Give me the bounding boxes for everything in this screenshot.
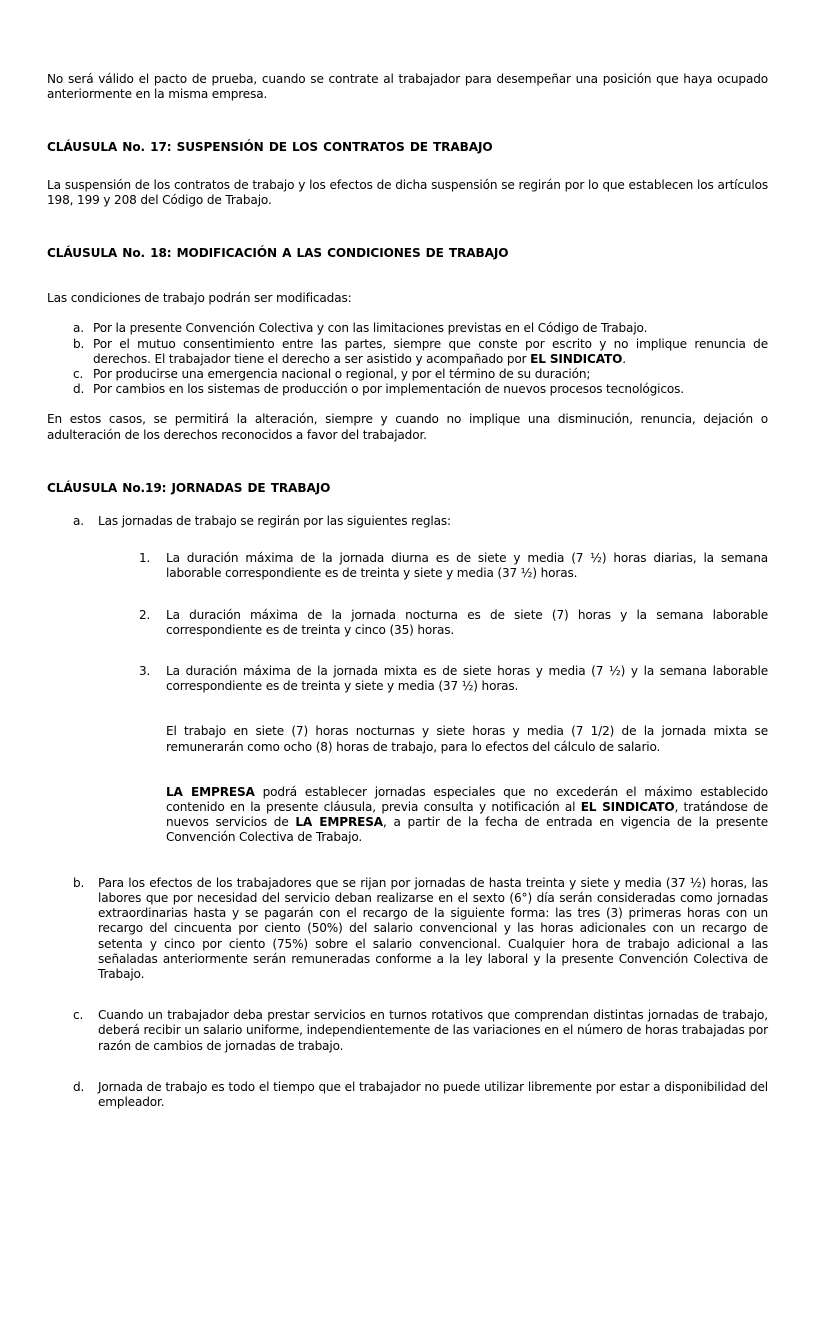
list-item	[47, 367, 768, 382]
clause-18-list	[47, 321, 768, 397]
list-marker: c.	[73, 367, 84, 382]
clause-19-heading: CLÁUSULA No.19: JORNADAS DE TRABAJO	[47, 480, 331, 495]
clause-17-body: La suspensión de los contratos de trabajo y los efectos de dicha suspensión se regirán por lo que establecen los artículos 198, 199 y 208 del Código de Trabajo.	[47, 177, 768, 207]
list-item	[47, 337, 768, 367]
list-item-text: Cuando un trabajador deba prestar servicios en turnos rotativos que comprendan distintas jornadas de trabajo, deberá recibir un salario uniforme, independientemente de las variaciones en el número de horas trabajadas por razón de cambios de jornadas de trabajo.	[98, 1008, 768, 1053]
spacer	[98, 694, 768, 724]
list-marker: a.	[73, 321, 84, 336]
list-item	[47, 514, 768, 846]
bold-term-el-sindicato: EL SINDICATO	[580, 800, 675, 815]
list-item	[47, 1080, 768, 1110]
clause-18-lead-in: Las condiciones de trabajo podrán ser modificadas:	[47, 291, 352, 306]
spacer	[98, 755, 768, 785]
sublist-item-text: La duración máxima de la jornada diurna es de siete y media (7 ½) horas diarias, la semana laborable correspondiente es de treinta y siete y media (37 ½) horas.	[166, 551, 768, 581]
bold-term-la-empresa: LA EMPRESA	[166, 784, 255, 799]
spacer	[47, 261, 768, 291]
clause-17-heading: CLÁUSULA No. 17: SUSPENSIÓN DE LOS CONTRATOS DE TRABAJO	[47, 140, 493, 155]
list-item-text: Por cambios en los sistemas de producción o por implementación de nuevos procesos tecnológicos.	[93, 382, 684, 397]
list-item	[47, 1008, 768, 1054]
list-item-text: Jornada de trabajo es todo el tiempo que el trabajador no puede utilizar libremente por estar a disponibilidad del empleador.	[98, 1079, 768, 1109]
sublist-marker: 2.	[139, 607, 151, 622]
list-item	[47, 321, 768, 336]
empresa-segment-2: , tratándose de nuevos servicios de	[166, 800, 768, 830]
list-item-text-after: .	[622, 351, 626, 366]
clause-18-heading: CLÁUSULA No. 18: MODIFICACIÓN A LAS CONDICIONES DE TRABAJO	[47, 246, 509, 261]
list-item-text: Por la presente Convención Colectiva y con las limitaciones previstas en el Código de Trabajo.	[93, 321, 648, 336]
sublist-item-text: La duración máxima de la jornada nocturna es de siete (7) horas y la semana laborable correspondiente es de treinta y cinco (35) horas.	[166, 607, 768, 637]
list-marker: c.	[73, 1008, 84, 1023]
spacer	[47, 306, 768, 321]
clause-19-sublist	[98, 551, 768, 694]
document-body	[47, 72, 768, 1110]
list-item	[47, 876, 768, 982]
empresa-segment-3: , a partir de la fecha de entrada en vigencia de la presente Convención Colectiva de Trabajo.	[166, 815, 768, 845]
sublist-marker: 1.	[139, 551, 151, 566]
spacer	[47, 496, 768, 514]
list-item-text-before: Por el mutuo consentimiento entre las partes, siempre que conste por escrito y no implique renuncia de derechos. El trabajador tiene el derecho a ser asistido y acompañado por	[93, 336, 768, 366]
bold-term-el-sindicato: EL SINDICATO	[530, 351, 623, 366]
empresa-segment-1: podrá establecer jornadas especiales que no excederán el máximo establecido contenido en la presente cláusula, previa consulta y notificación al	[166, 784, 768, 815]
spacer	[47, 102, 768, 140]
spacer	[47, 208, 768, 246]
spacer	[47, 156, 768, 178]
bold-term-la-empresa-2: LA EMPRESA	[295, 815, 384, 830]
clause-19-note-paragraph: El trabajo en siete (7) horas nocturnas y siete horas y media (7 1/2) de la jornada mixta se remunerarán como ocho (8) horas de trabajo, para lo efectos del cálculo de salario.	[166, 724, 768, 754]
list-marker: d.	[73, 1079, 85, 1094]
list-item-text: Para los efectos de los trabajadores que se rijan por jornadas de hasta treinta y siete y media (37 ½) horas, las labores que por necesidad del servicio deban realizarse en el sexto (6°) día serán consideradas como jornadas extraordinarias hasta y se pagarán con el recargo de la siguiente forma: las tres (3) primeras horas con un recargo del cincuenta por ciento (50%) del salario convencional y las horas adicionales con un recargo de setenta y cinco por ciento (75%) sobre el salario convencional. Cualquier hora de trabajo adicional a las señaladas anteriormente serán remuneradas conforme a la ley laboral y la presente Convención Colectiva de Trabajo.	[98, 875, 768, 981]
sublist-item	[98, 551, 768, 581]
list-marker: b.	[73, 875, 85, 890]
clause-19-empresa-paragraph	[98, 785, 768, 846]
intro-paragraph: No será válido el pacto de prueba, cuando se contrate al trabajador para desempeñar una posición que haya ocupado anteriormente en la misma empresa.	[47, 72, 768, 102]
clause-19-list	[47, 514, 768, 1110]
sublist-marker: 3.	[139, 664, 151, 679]
spacer	[47, 397, 768, 412]
list-item-text: Por producirse una emergencia nacional o regional, y por el término de su duración;	[93, 367, 591, 382]
list-item	[47, 382, 768, 397]
spacer	[47, 443, 768, 481]
clause-18-closing: En estos casos, se permitirá la alteración, siempre y cuando no implique una disminución, renuncia, dejación o adulteración de los derechos reconocidos a favor del trabajador.	[47, 412, 768, 442]
sublist-item	[98, 608, 768, 638]
list-item-text: Las jornadas de trabajo se regirán por las siguientes reglas:	[98, 514, 451, 529]
list-marker: b.	[73, 336, 85, 351]
sublist-item-text: La duración máxima de la jornada mixta es de siete horas y media (7 ½) y la semana laborable correspondiente es de treinta y siete y media (37 ½) horas.	[166, 664, 768, 694]
list-marker: a.	[73, 514, 84, 529]
sublist-item	[98, 664, 768, 694]
spacer	[98, 529, 768, 551]
list-marker: d.	[73, 382, 85, 397]
